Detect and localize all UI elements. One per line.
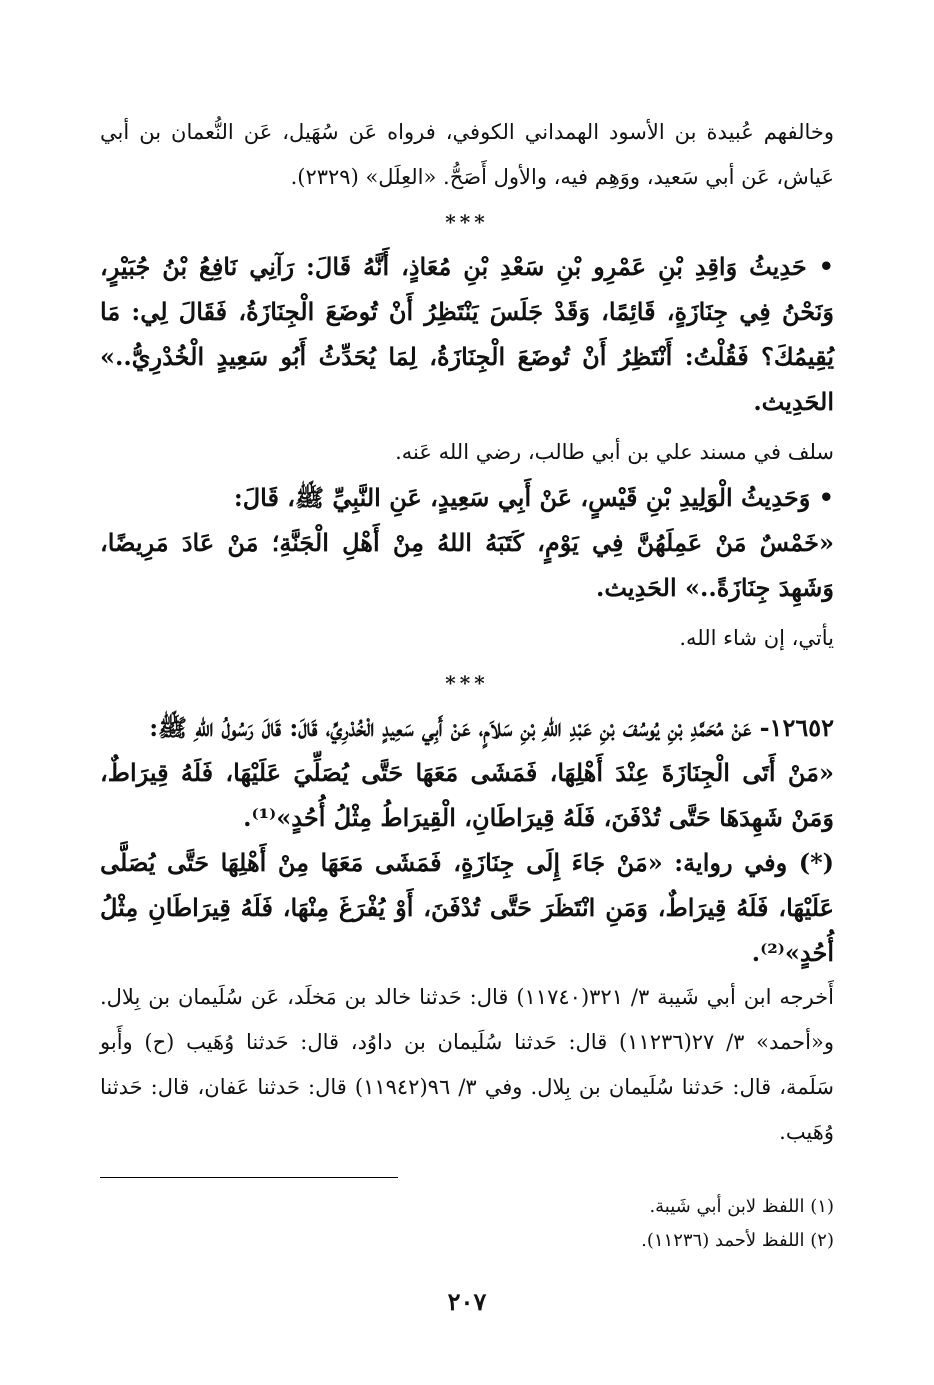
hadith-walid-text: «خَمْسٌ مَنْ عَمِلَهُنَّ فِي يَوْمٍ، كَتَبَهُ اللهُ مِنْ أَهْلِ الْجَنَّةِ؛ مَنْ عَادَ مَرِيضًا، وَشَهِدَ جِنَازَةً..» الحَدِيث. — [100, 528, 834, 602]
note-waqid: سلف في مسند علي بن أبي طالب، رضي الله عَنه. — [395, 440, 834, 464]
footnote-1: (١) اللفظ لابن أبي شَيبة. — [649, 1196, 834, 1217]
footnote-divider — [100, 1177, 398, 1178]
hadith-12652-matn: «مَنْ أَتَى الْجِنَازَةَ عِنْدَ أَهْلِهَا، فَمَشَى مَعَهَا حَتَّى يُصَلِّيَ عَلَيْهَا، فَلَهُ قِيرَاطٌ، وَمَنْ شَهِدَهَا حَتَّى تُدْفَنَ، فَلَهُ قِيرَاطَانِ، الْقِيرَاطُ مِثْلُ أُحُدٍ»⁽¹⁾. — [100, 758, 834, 832]
hadith-waqid: • حَدِيثُ وَاقِدِ بْنِ عَمْرِو بْنِ سَعْدِ بْنِ مُعَاذٍ، أَنَّهُ قَالَ: رَآنِي نَافِعُ بْنُ جُبَيْرٍ، وَنَحْنُ فِي جِنَازَةٍ، قَائِمًا، وَقَدْ جَلَسَ يَنْتَظِرُ أَنْ تُوضَعَ الْجِنَازَةُ، فَقَالَ لِي: مَا يُقِيمُكَ؟ فَقُلْتُ: أَنْتَظِرُ أَنْ تُوضَعَ الْجِنَازَةُ، لِمَا يُحَدِّثُ أَبُو سَعِيدٍ الْخُدْرِيُّ..» الحَدِيث. — [100, 252, 834, 416]
hadith-walid-intro: • وَحَدِيثُ الْوَلِيدِ بْنِ قَيْسٍ، عَنْ أَبِي سَعِيدٍ، عَنِ النَّبِيِّ ﷺ، قَالَ: — [233, 483, 834, 512]
footnotes — [100, 1190, 834, 1258]
hadith-12652-isnad: ١٢٦٥٢- عَنْ مُحَمَّدِ بْنِ يُوسُفَ بْنِ عَبْدِ اللهِ بْنِ سَلاَمٍ، عَنْ أَبِي سَعِيدٍ الْخُدْرِيِّ، قَالَ: قَالَ رَسُولُ اللهِ ﷺ: — [149, 713, 834, 742]
section-separator: *** — [445, 210, 489, 234]
footnote-2: (٢) اللفظ لأحمد (١١٢٣٦). — [641, 1230, 834, 1251]
intro-paragraph: وخالفهم عُبيدة بن الأسود الهمداني الكوفي، فرواه عَن سُهَيل، عَن النُّعمان بن أبي عَياش، عَن أبي سَعيد، ووَهِم فيه، والأول أَصَحُّ. «العِلَل» (٢٣٢٩). — [100, 120, 834, 189]
note-walid: يأتي، إن شاء الله. — [679, 626, 834, 650]
section-separator-2: *** — [445, 671, 489, 695]
page-number: ٢٠٧ — [447, 1287, 487, 1316]
takhrij-paragraph: أَخرجه ابن أبي شَيبة ٣/ ٣٢١(١١٧٤٠) قال: حَدثنا خالد بن مَخلَد، عَن سُلَيمان بن بِلال. و«أحمد» ٣/ ٢٧(١١٢٣٦) قال: حَدثنا سُلَيمان بن داوُد، قال: حَدثنا وُهَيب (ح) وأَبو سَلَمة، قال: حَدثنا سُلَيمان بن بِلال. وفي ٣/ ٩٦(١١٩٤٢) قال: حَدثنا عَفان، قال: حَدثنا وُهَيب. — [100, 985, 834, 1144]
riwaya-paragraph: (*) وفي رواية: «مَنْ جَاءَ إِلَى جِنَازَةٍ، فَمَشَى مَعَهَا مِنْ أَهْلِهَا حَتَّى يُصَلَّى عَلَيْهَا، فَلَهُ قِيرَاطٌ، وَمَنِ انْتَظَرَ حَتَّى تُدْفَنَ، أَوْ يُفْرَغَ مِنْهَا، فَلَهُ قِيرَاطَانِ مِثْلُ أُحُدٍ»⁽²⁾. — [100, 848, 834, 967]
